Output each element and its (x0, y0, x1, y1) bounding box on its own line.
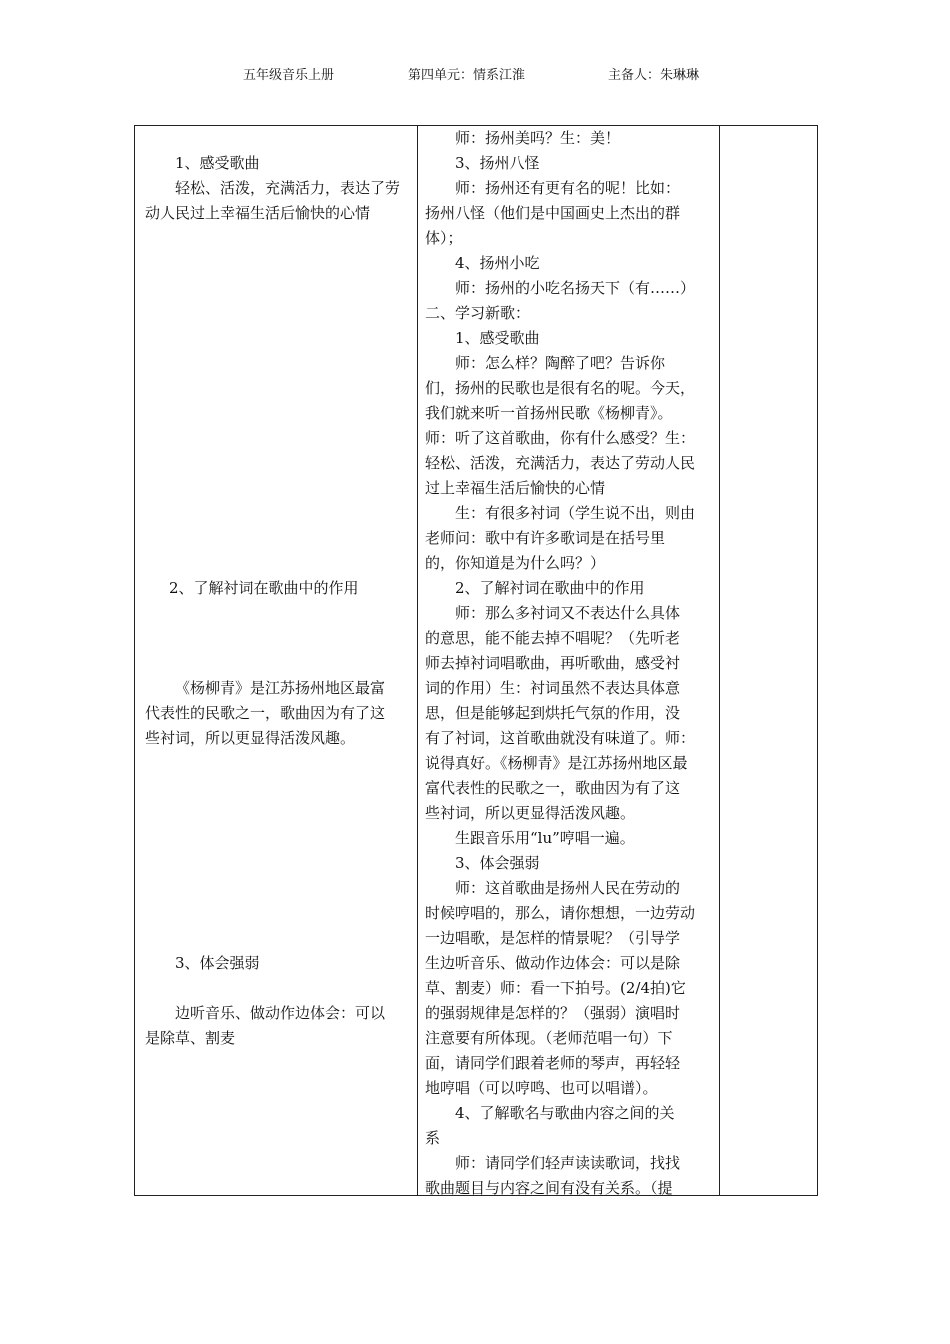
process-line: 我们就来听一首扬州民歌《杨柳青》。 (425, 404, 673, 422)
page-header (0, 64, 950, 86)
process-line: 老师问：歌中有许多歌词是在括号里 (425, 529, 666, 547)
process-line: 生边听音乐、做动作边体会：可以是除 (425, 954, 681, 972)
process-line: 的，你知道是为什么吗？） (425, 554, 606, 572)
process-line: 轻松、活泼，充满活力，表达了劳动人民 (425, 454, 696, 472)
process-line: 时候哼唱的，那么，请你想想，一边劳动 (425, 904, 696, 922)
process-line: 面，请同学们跟着老师的琴声，再轻轻 (425, 1054, 681, 1072)
process-line: 地哼唱（可以哼鸣、也可以唱谱）。 (425, 1079, 658, 1097)
process-line: 3、扬州八怪 (455, 154, 540, 172)
process-line: 系 (425, 1129, 441, 1147)
header-preparer: 主备人：朱琳琳 (608, 68, 700, 83)
column-divider (417, 126, 418, 1195)
process-line: 师：扬州美吗？生：美！ (455, 129, 621, 147)
process-line: 4、了解歌名与歌曲内容之间的关 (455, 1104, 675, 1122)
process-line: 生：有很多衬词（学生说不出，则由 (455, 504, 696, 522)
process-line: 师：请同学们轻声读读歌词，找找 (455, 1154, 681, 1172)
process-line: 思，但是能够起到烘托气氛的作用，没 (425, 704, 681, 722)
process-line: 4、扬州小吃 (455, 254, 540, 272)
process-line: 些衬词，所以更显得活泼风趣。 (425, 804, 636, 822)
process-line: 说得真好。《杨柳青》是江苏扬州地区最 (425, 754, 688, 772)
process-line: 二、学习新歌： (425, 304, 531, 322)
process-line: 歌曲题目与内容之间有没有关系。（提 (425, 1179, 673, 1197)
key-point-line: 《杨柳青》是江苏扬州地区最富 (175, 679, 386, 697)
process-line: 一边唱歌，是怎样的情景呢？（引导学 (425, 929, 681, 947)
process-line: 体）； (425, 229, 463, 247)
process-line: 扬州八怪（他们是中国画史上杰出的群 (425, 204, 681, 222)
process-line: 注意要有所体现。（老师范唱一句）下 (425, 1029, 673, 1047)
process-line: 师：怎么样？陶醉了吧？告诉你 (455, 354, 666, 372)
header-grade: 五年级音乐上册 (243, 68, 335, 83)
key-point-line: 轻松、活泼，充满活力，表达了劳 (175, 179, 401, 197)
process-line: 2、了解衬词在歌曲中的作用 (455, 579, 645, 597)
process-line: 师去掉衬词唱歌曲，再听歌曲，感受衬 (425, 654, 681, 672)
process-line: 师：听了这首歌曲，你有什么感受？生： (425, 429, 696, 447)
process-line: 1、感受歌曲 (455, 329, 540, 347)
process-line: 师：扬州的小吃名扬天下（有……） (455, 279, 696, 297)
key-point-line: 1、感受歌曲 (175, 154, 260, 172)
key-point-line: 些衬词，所以更显得活泼风趣。 (145, 729, 356, 747)
process-line: 的意思，能不能去掉不唱呢？（先听老 (425, 629, 681, 647)
key-point-line: 动人民过上幸福生活后愉快的心情 (145, 204, 371, 222)
process-line: 草、割麦）师：看一下拍号。(2/4拍)它 (425, 979, 686, 997)
process-line: 师：那么多衬词又不表达什么具体 (455, 604, 681, 622)
process-line: 师：这首歌曲是扬州人民在劳动的 (455, 879, 681, 897)
key-point-line: 2、了解衬词在歌曲中的作用 (169, 579, 359, 597)
process-line: 生跟音乐用“lu”哼唱一遍。 (455, 829, 635, 847)
process-line: 富代表性的民歌之一，歌曲因为有了这 (425, 779, 681, 797)
process-line: 词的作用）生：衬词虽然不表达具体意 (425, 679, 681, 697)
process-line: 们，扬州的民歌也是很有名的呢。今天， (425, 379, 696, 397)
lesson-plan-table (134, 125, 818, 1196)
key-point-line: 代表性的民歌之一，歌曲因为有了这 (145, 704, 386, 722)
process-line: 师：扬州还有更有名的呢！比如： (455, 179, 681, 197)
key-point-line: 边听音乐、做动作边体会：可以 (175, 1004, 386, 1022)
header-unit: 第四单元：情系江淮 (408, 68, 526, 83)
key-point-line: 3、体会强弱 (175, 954, 260, 972)
process-line: 的强弱规律是怎样的？（强弱）演唱时 (425, 1004, 681, 1022)
process-line: 3、体会强弱 (455, 854, 540, 872)
process-line: 过上幸福生活后愉快的心情 (425, 479, 606, 497)
process-line: 有了衬词，这首歌曲就没有味道了。师： (425, 729, 696, 747)
key-point-line: 是除草、割麦 (145, 1029, 236, 1047)
